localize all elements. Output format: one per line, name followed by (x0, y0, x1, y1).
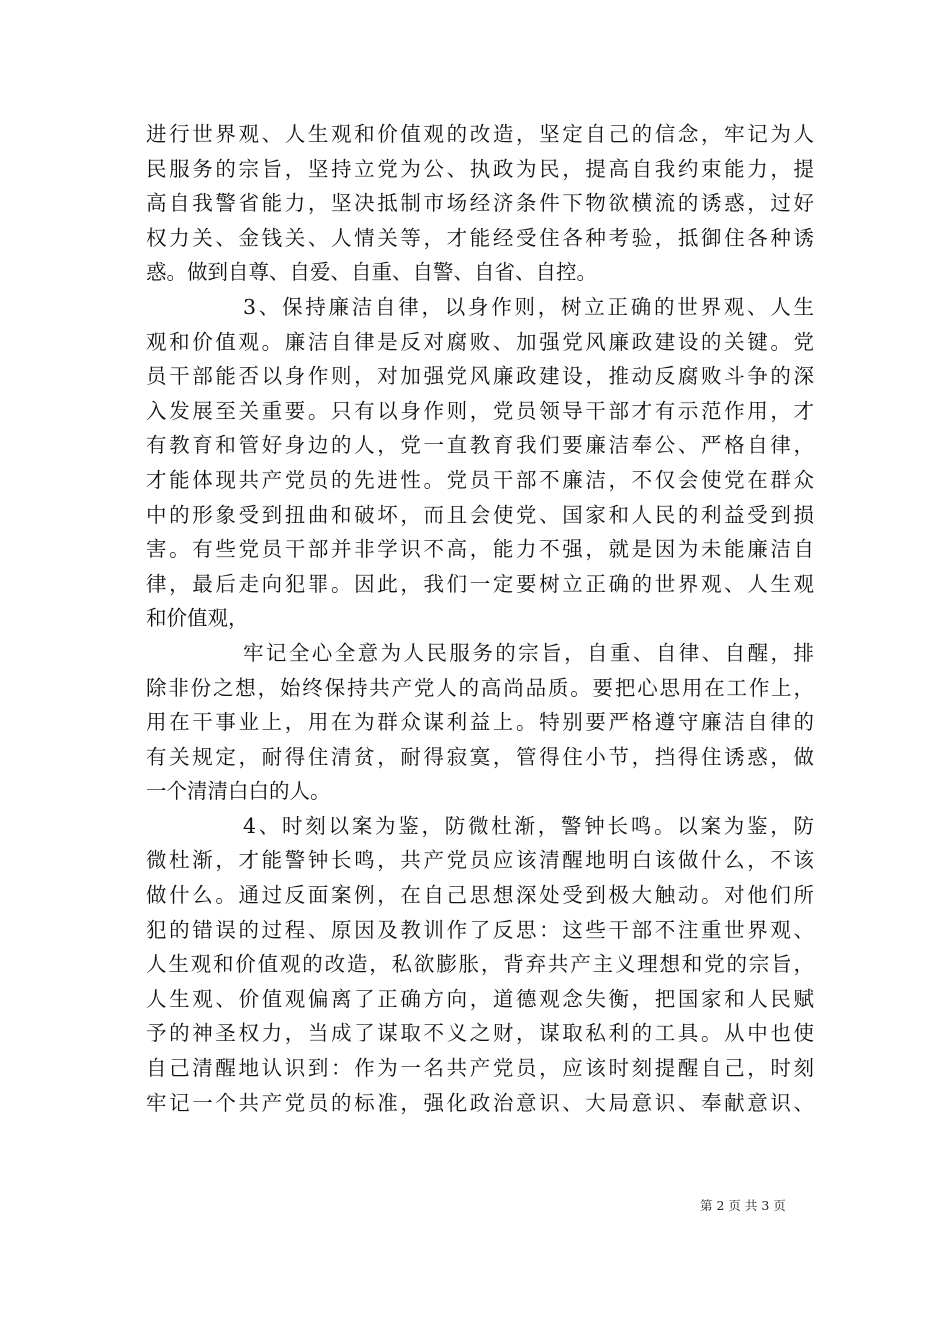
text-line: 一个清清白白的人。 (146, 779, 331, 804)
text-line: 员干部能否以身作则，对加强党风廉政建设，推动反腐败斗争的深 (146, 364, 814, 389)
text-line: 害。有些党员干部并非学识不高，能力不强，就是因为未能廉洁自 (146, 537, 814, 562)
paragraph-3-first-line: 3、保持廉洁自律，以身作则，树立正确的世界观、人生 (243, 294, 814, 319)
text-line: 民服务的宗旨，坚持立党为公、执政为民，提高自我约束能力，提 (146, 156, 814, 181)
paragraph-4-first-line: 4、时刻以案为鉴，防微杜渐，警钟长鸣。以案为鉴，防 (243, 813, 814, 838)
text-line: 和价值观， (146, 606, 249, 631)
text-line: 犯的错误的过程、原因及教训作了反思：这些干部不注重世界观、 (146, 917, 814, 942)
text-line: 入发展至关重要。只有以身作则，党员领导干部才有示范作用，才 (146, 398, 814, 423)
text-line: 惑。做到自尊、自爱、自重、自警、自省、自控。 (146, 260, 597, 285)
text-line: 律，最后走向犯罪。因此，我们一定要树立正确的世界观、人生观 (146, 571, 814, 596)
text-line: 高自我警省能力，坚决抵制市场经济条件下物欲横流的诱惑，过好 (146, 191, 814, 216)
text-line: 才能体现共产党员的先进性。党员干部不廉洁，不仅会使党在群众 (146, 467, 814, 492)
text-line: 有关规定，耐得住清贫，耐得寂寞，管得住小节，挡得住诱惑，做 (146, 744, 814, 769)
text-line: 予的神圣权力，当成了谋取不义之财，谋取私利的工具。从中也使 (146, 1021, 814, 1046)
paragraph-continuation-first-line: 牢记全心全意为人民服务的宗旨，自重、自律、自醒，排 (243, 640, 814, 665)
text-line: 观和价值观。廉洁自律是反对腐败、加强党风廉政建设的关键。党 (146, 329, 814, 354)
text-line: 除非份之想，始终保持共产党人的高尚品质。要把心思用在工作上， (146, 675, 814, 700)
text-line: 自己清醒地认识到：作为一名共产党员，应该时刻提醒自己，时刻 (146, 1056, 814, 1081)
text-line: 有教育和管好身边的人，党一直教育我们要廉洁奉公、严格自律， (146, 433, 814, 458)
text-line: 牢记一个共产党员的标准，强化政治意识、大局意识、奉献意识、 (146, 1090, 814, 1115)
text-line: 权力关、金钱关、人情关等，才能经受住各种考验，抵御住各种诱 (146, 225, 814, 250)
page-number-footer: 第 2 页 共 3 页 (700, 1198, 786, 1213)
text-line: 进行世界观、人生观和价值观的改造，坚定自己的信念，牢记为人 (146, 122, 814, 146)
body-text (146, 117, 814, 1120)
text-line: 中的形象受到扭曲和破坏，而且会使党、国家和人民的利益受到损 (146, 502, 814, 527)
text-line: 做什么。通过反面案例，在自己思想深处受到极大触动。对他们所 (146, 883, 814, 908)
text-line: 微杜渐，才能警钟长鸣，共产党员应该清醒地明白该做什么，不该 (146, 848, 814, 873)
text-line: 用在干事业上，用在为群众谋利益上。特别要严格遵守廉洁自律的 (146, 710, 814, 735)
text-line: 人生观和价值观的改造，私欲膨胀，背弃共产主义理想和党的宗旨， (146, 952, 814, 977)
text-line: 人生观、价值观偏离了正确方向，道德观念失衡，把国家和人民赋 (146, 986, 814, 1011)
